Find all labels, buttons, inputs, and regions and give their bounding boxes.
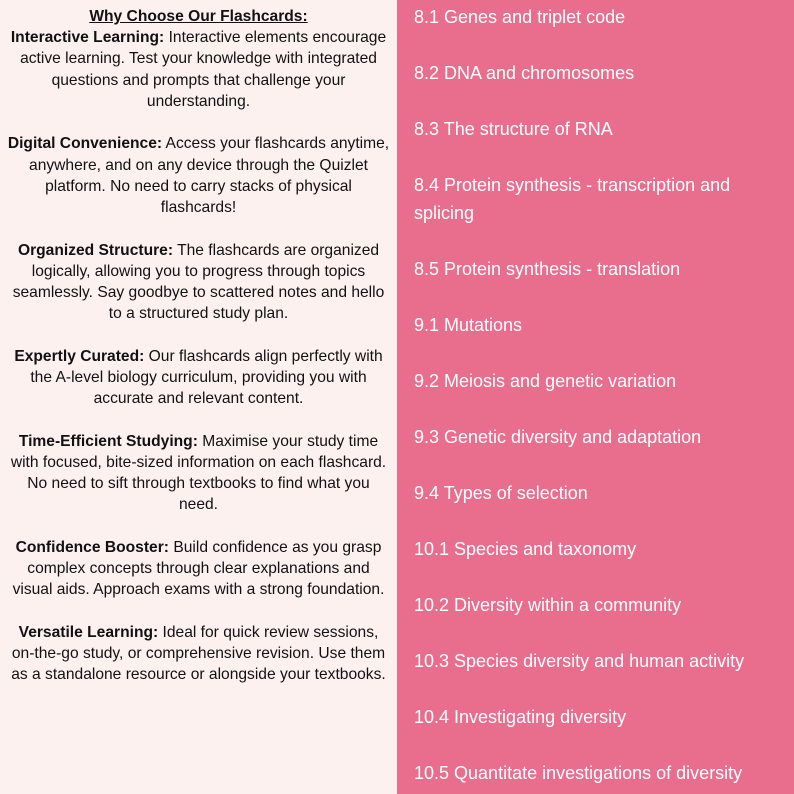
feature-item: [6, 133, 391, 218]
feature-label: Digital Convenience:: [7, 135, 163, 153]
feature-text: Ideal for quick review sessions, on-the-go study, or comprehensive revision. Use them as a standalone resource or alongside your textbooks.: [11, 623, 386, 684]
topic-item: 8.2 DNA and chromosomes: [414, 63, 635, 83]
feature-text: Our flashcards align perfectly with the A-level biology curriculum, providing you with accurate and relevant content.: [30, 347, 383, 408]
topics-panel: [397, 0, 794, 794]
feature-item: [6, 240, 391, 325]
topic-item: 10.4 Investigating diversity: [414, 707, 627, 727]
feature-label: Confidence Booster:: [15, 538, 169, 556]
topic-item: 10.5 Quantitate investigations of diversity: [414, 763, 743, 783]
feature-label: Interactive Learning:: [10, 29, 165, 47]
topic-item: 8.1 Genes and triplet code: [414, 7, 626, 27]
feature-label: Versatile Learning:: [18, 623, 159, 641]
topic-item: 9.3 Genetic diversity and adaptation: [414, 427, 702, 447]
topic-item: 9.2 Meiosis and genetic variation: [414, 371, 677, 391]
feature-item: [6, 431, 391, 516]
feature-text: Access your flashcards anytime, anywhere, and on any device through the Quizlet platform. No need to carry stacks of physical flashcards!: [29, 135, 390, 217]
topic-item: 9.1 Mutations: [414, 315, 523, 335]
feature-label: Expertly Curated:: [14, 347, 145, 365]
feature-text: Maximise your study time with focused, bite-sized information on each flashcard. No need to sift through textbooks to find what you need.: [10, 432, 387, 514]
topic-item: 8.3 The structure of RNA: [414, 119, 613, 139]
topic-item: 10.1 Species and taxonomy: [414, 539, 637, 559]
feature-item: [6, 622, 391, 686]
features-list: [6, 27, 391, 685]
feature-text: The flashcards are organized logically, allowing you to progress through topics seamlessly. Say goodbye to scattered notes and hello to a structured study plan.: [12, 241, 385, 323]
topics-list: [414, 3, 794, 787]
topic-item: 8.4 Protein synthesis - transcription and splicing: [414, 175, 731, 223]
feature-text: Build confidence as you grasp complex concepts through clear explanations and visual aids. Approach exams with a strong foundation.: [12, 538, 385, 599]
feature-label: Organized Structure:: [17, 241, 174, 259]
topic-item: 10.3 Species diversity and human activity: [414, 651, 745, 671]
feature-label: Time-Efficient Studying:: [18, 432, 198, 450]
topic-item: 8.5 Protein synthesis - translation: [414, 259, 681, 279]
topic-item: 9.4 Types of selection: [414, 483, 588, 503]
feature-item: [6, 346, 391, 410]
features-title: Why Choose Our Flashcards:: [89, 8, 308, 25]
feature-item: [6, 27, 391, 112]
topic-item: 10.2 Diversity within a community: [414, 595, 682, 615]
feature-text: Interactive elements encourage active learning. Test your knowledge with integrated questions and prompts that challenge your understanding.: [20, 29, 387, 110]
feature-item: [6, 537, 391, 601]
